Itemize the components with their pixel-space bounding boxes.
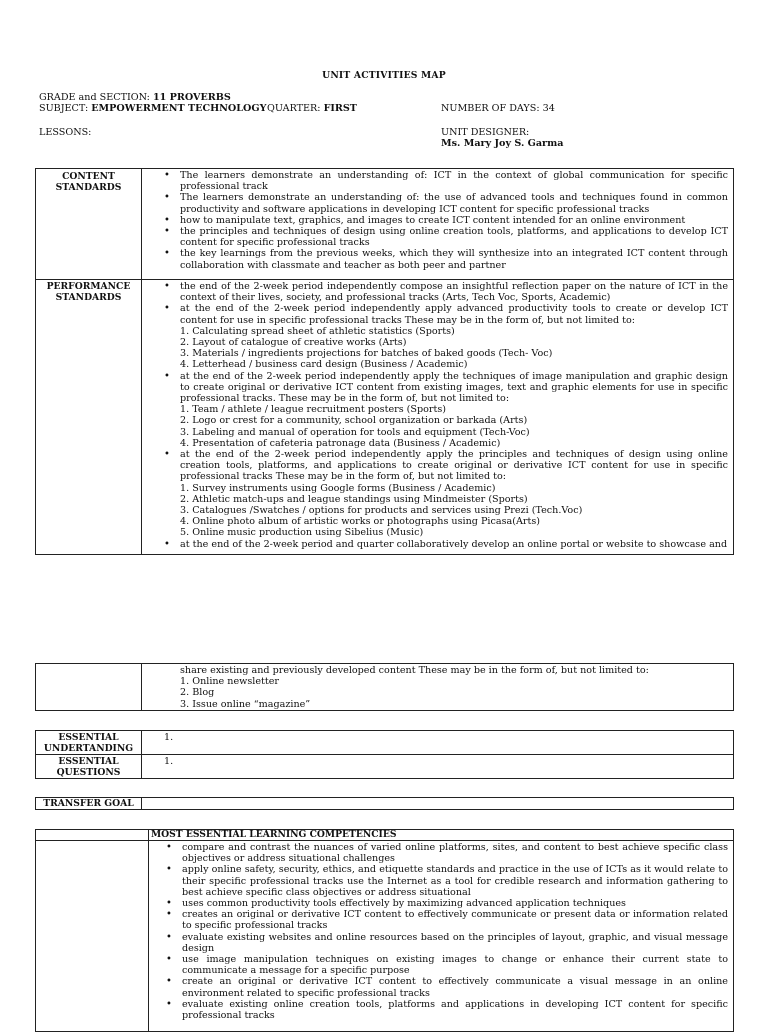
grade-section-line — [39, 92, 231, 103]
designer-label: UNIT DESIGNER: — [441, 127, 530, 138]
melc-item: • evaluate existing online creation tools, platforms and applications in developing ICT content for specific professional tracks — [149, 999, 733, 1021]
performance-standards-label: PERFORMANCE STANDARDS — [36, 280, 142, 555]
performance-standard-subitem: 5. Online music production using Sibelius (Music) — [180, 527, 424, 539]
content-standard-item: • the principles and techniques of design using online creation tools, platforms, and applications to develop ICT content for specific professional tracks — [142, 226, 733, 248]
transfer-goal-value — [142, 798, 734, 810]
content-standard-item: • the key learnings from the previous weeks, which they will synthesize into an integrated ICT content through collaboration with classmate and teacher as both peer and partner — [142, 248, 733, 270]
performance-standard-text: at the end of the 2-week period and quarter collaboratively develop an online portal or website to showcase and — [180, 538, 728, 550]
performance-standard-item — [142, 303, 733, 370]
performance-standard-item — [142, 281, 733, 303]
performance-standard-subitem: 4. Letterhead / business card design (Business / Academic) — [180, 359, 468, 371]
designer-value: Ms. Mary Joy S. Garma — [441, 138, 564, 149]
continuation-line: 1. Online newsletter — [180, 676, 280, 688]
melc-item: • uses common productivity tools effectively by maximizing advanced application techniques — [149, 898, 733, 909]
subject-value: EMPOWERMENT TECHNOLOGY — [91, 103, 267, 114]
transfer-goal-table — [35, 797, 734, 810]
performance-standard-subitem: 4. Online photo album of artistic works or photographs using Picasa(Arts) — [180, 516, 541, 528]
melc-label-cell — [36, 841, 149, 1032]
content-standards-list — [142, 170, 733, 271]
melc-item: • use image manipulation techniques on existing images to change or enhance their current state to communicate a message for a specific purpose — [149, 954, 733, 976]
continuation-table — [35, 663, 734, 711]
days-line — [441, 103, 555, 114]
subject-label: SUBJECT: — [39, 103, 89, 114]
content-standards-label: CONTENT STANDARDS — [36, 169, 142, 280]
continuation-line: 3. Issue online “magazine” — [180, 698, 311, 710]
continuation-line: 2. Blog — [180, 687, 215, 699]
quarter-value: FIRST — [323, 103, 357, 114]
quarter-label: QUARTER: — [267, 103, 321, 114]
essential-table — [35, 730, 734, 779]
performance-standard-text: the end of the 2-week period independently compose an insightful reflection paper on the nature of ICT in the context of their lives, society, and professional tracks (Arts, Tech Voc, Sports, Academic) — [180, 281, 728, 304]
melc-header-empty — [36, 830, 149, 841]
lessons-label: LESSONS: — [39, 127, 92, 138]
essential-understanding-label: ESSENTIAL UNDERTANDING — [36, 731, 142, 755]
performance-standards-cell — [142, 280, 734, 555]
performance-standards-row — [36, 280, 734, 555]
performance-standard-item — [142, 371, 733, 449]
essential-questions-row — [36, 755, 734, 779]
melc-table — [35, 829, 734, 1032]
content-standards-cell — [142, 169, 734, 280]
performance-standard-subitem: 1. Team / athlete / league recruitment posters (Sports) — [180, 404, 447, 416]
content-standard-item: • The learners demonstrate an understanding of: the use of advanced tools and techniques found in common productivity and software applications in developing ICT content for specific professional tracks — [142, 192, 733, 214]
continuation-label-cell — [36, 664, 142, 711]
performance-standard-item — [142, 539, 733, 550]
melc-list — [149, 842, 733, 1021]
performance-standard-subitem: 1. Calculating spread sheet of athletic statistics (Sports) — [180, 325, 455, 337]
melc-item: • create an original or derivative ICT content to effectively communicate a visual message in an online environment related to specific professional tracks — [149, 976, 733, 998]
performance-standards-list — [142, 281, 733, 550]
grade-label: GRADE and SECTION: — [39, 92, 150, 103]
quarter-line — [267, 103, 357, 114]
performance-standard-subitem: 2. Logo or crest for a community, school organization or barkada (Arts) — [180, 415, 528, 427]
continuation-cell — [142, 664, 734, 711]
melc-item: • compare and contrast the nuances of varied online platforms, sites, and content to best achieve specific class objectives or address situational challenges — [149, 842, 733, 864]
essential-questions-value: 1. — [164, 756, 174, 767]
performance-standard-subitem: 4. Presentation of cafeteria patronage data (Business / Academic) — [180, 437, 501, 449]
content-standard-item: • how to manipulate text, graphics, and images to create ICT content intended for an online environment — [142, 215, 733, 226]
performance-standard-subitem: 2. Layout of catalogue of creative works (Arts) — [180, 337, 407, 349]
grade-value: 11 PROVERBS — [152, 92, 231, 103]
performance-standard-text: at the end of the 2-week period independently apply the principles and techniques of design using online creation tools, platforms, and applications to create original or derivative ICT content for use in specific professional tracks These may be in the form of, but not limited to: — [180, 449, 728, 483]
content-standard-item: • The learners demonstrate an understanding of: ICT in the context of global communication for specific professional track — [142, 170, 733, 192]
subject-line — [39, 103, 266, 114]
days-label: NUMBER OF DAYS: — [441, 103, 540, 114]
performance-standard-subitem: 3. Materials / ingredients projections for batches of baked goods (Tech- Voc) — [180, 348, 553, 360]
standards-table — [35, 168, 734, 555]
performance-standard-subitem: 1. Survey instruments using Google forms (Business / Academic) — [180, 482, 496, 494]
melc-item: • evaluate existing websites and online resources based on the principles of layout, graphic, and visual message design — [149, 932, 733, 954]
performance-standard-item — [142, 449, 733, 539]
essential-questions-label: ESSENTIAL QUESTIONS — [36, 755, 142, 779]
essential-understanding-value: 1. — [164, 732, 174, 743]
melc-cell — [149, 841, 734, 1032]
performance-standard-subitem: 3. Catalogues /Swatches / options for products and services using Prezi (Tech.Voc) — [180, 505, 583, 517]
melc-header: MOST ESSENTIAL LEARNING COMPETENCIES — [149, 830, 734, 841]
performance-standard-subitem: 2. Athletic match-ups and league standings using Mindmeister (Sports) — [180, 493, 528, 505]
melc-item: • creates an original or derivative ICT content to effectively communicate or present data or information related to specific professional tracks — [149, 909, 733, 931]
content-standards-row — [36, 169, 734, 280]
continuation-line: share existing and previously developed content These may be in the form of, but not limited to: — [180, 665, 649, 676]
essential-understanding-row — [36, 731, 734, 755]
performance-standard-text: at the end of the 2-week period independently apply advanced productivity tools to create or develop ICT content for use in specific professional tracks These may be in the form of, but not limited to: — [180, 303, 728, 326]
melc-item: • apply online safety, security, ethics, and etiquette standards and practice in the use of ICTs as it would relate to their specific professional tracks use the Internet as a tool for credible research and information gathering to best achieve specific class objectives or address situational — [149, 864, 733, 898]
performance-standard-text: at the end of the 2-week period independently apply the techniques of image manipulation and graphic design to create original or derivative ICT content from existing images, text and graphic elements for use in specific professional tracks. These may be in the form of, but not limited to: — [180, 370, 728, 405]
performance-standard-subitem: 3. Labeling and manual of operation for tools and equipment (Tech-Voc) — [180, 426, 530, 438]
page-title: UNIT ACTIVITIES MAP — [322, 70, 446, 81]
days-value: 34 — [542, 103, 555, 114]
transfer-goal-label: TRANSFER GOAL — [36, 798, 142, 810]
